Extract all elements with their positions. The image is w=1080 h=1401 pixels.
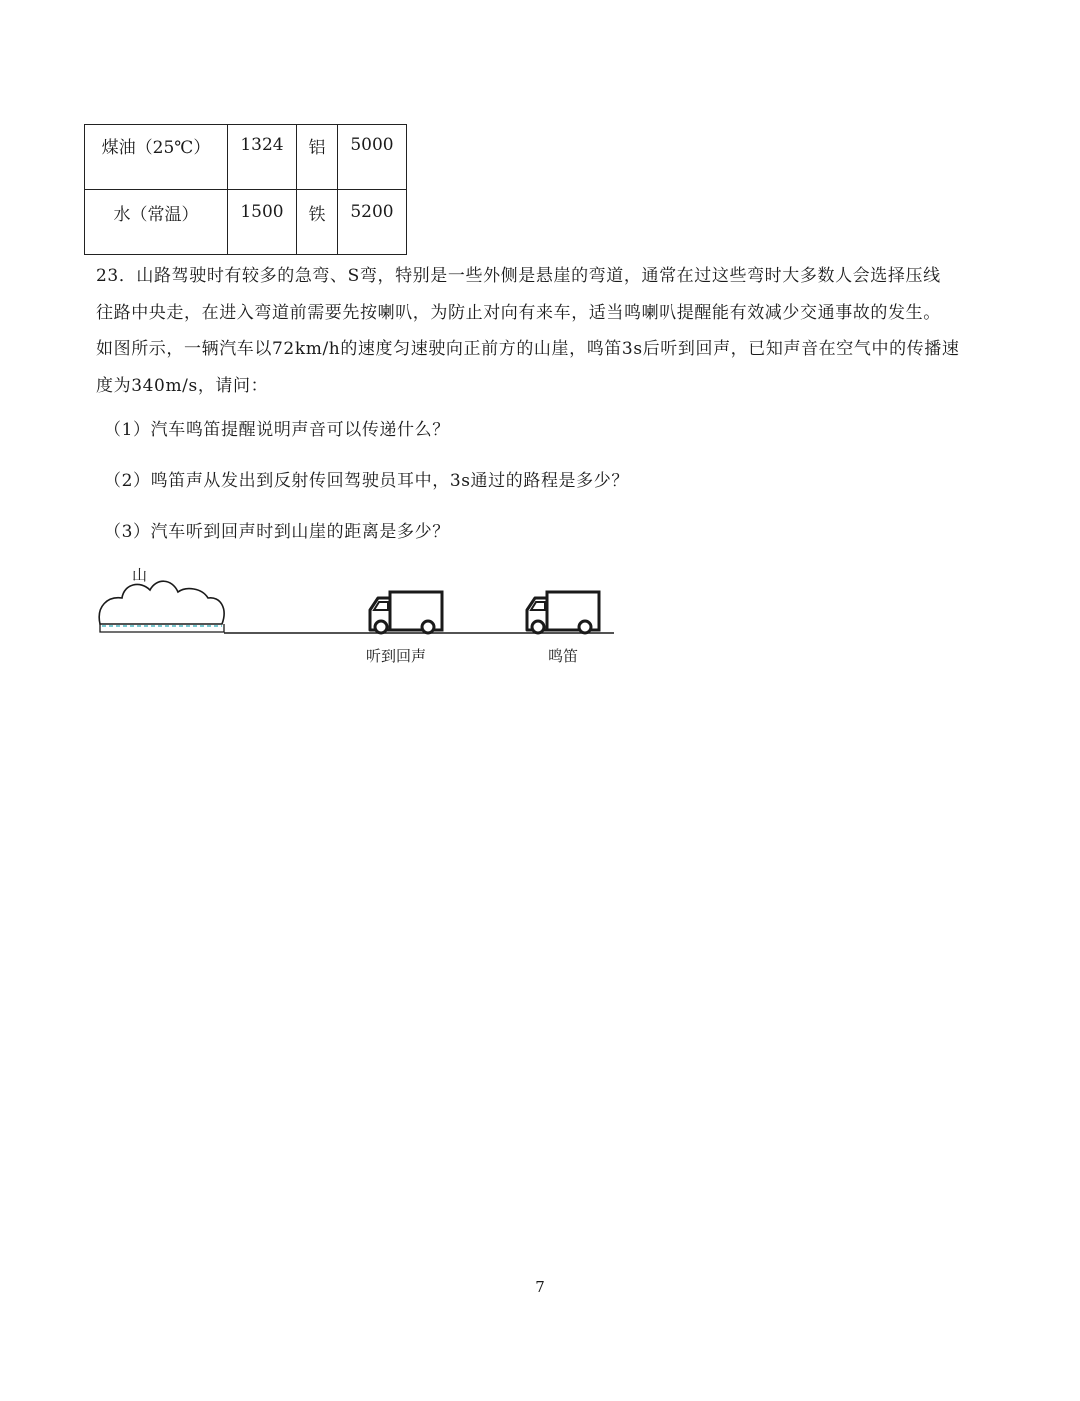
sub-question-2: （2）鸣笛声从发出到反射传回驾驶员耳中，3s通过的路程是多少？ — [104, 471, 629, 491]
table-cell: 水（常温） — [85, 190, 228, 255]
sub-question-3: （3）汽车听到回声时到山崖的距离是多少？ — [104, 522, 450, 542]
question-23-text — [96, 258, 996, 404]
question-line: 如图所示，一辆汽车以72km/h的速度匀速驶向正前方的山崖，鸣笛3s后听到回声，已知声音在空气中的传播速 — [96, 339, 960, 359]
table-cell: 铁 — [297, 190, 338, 255]
truck-icon — [527, 592, 599, 633]
truck-icon — [370, 592, 442, 633]
table-row — [85, 190, 407, 255]
truck-horn-label: 鸣笛 — [548, 647, 579, 665]
table-cell: 5000 — [338, 125, 407, 190]
question-line: 度为340m/s，请问： — [96, 375, 269, 396]
table-row — [85, 125, 407, 190]
table-cell: 煤油（25℃） — [85, 125, 228, 190]
page-number: 7 — [535, 1278, 545, 1296]
sub-question-1: （1）汽车鸣笛提醒说明声音可以传递什么？ — [104, 420, 450, 440]
mountain-icon — [99, 581, 224, 632]
table-cell: 1324 — [228, 125, 297, 190]
question-line: 往路中央走，在进入弯道前需要先按喇叭，为防止对向有来车，适当鸣喇叭提醒能有效减少交通事故的发生。 — [96, 302, 941, 323]
table-cell: 5200 — [338, 190, 407, 255]
question-line: 23．山路驾驶时有较多的急弯、S弯，特别是一些外侧是悬崖的弯道，通常在过这些弯时大多数人会选择压线 — [96, 266, 941, 286]
cliff-truck-figure — [0, 560, 1080, 680]
truck-heard-echo-label: 听到回声 — [366, 647, 427, 665]
table-cell: 1500 — [228, 190, 297, 255]
sound-speed-table — [84, 124, 407, 255]
mountain-label: 山 — [132, 566, 148, 584]
table-cell: 铝 — [297, 125, 338, 190]
